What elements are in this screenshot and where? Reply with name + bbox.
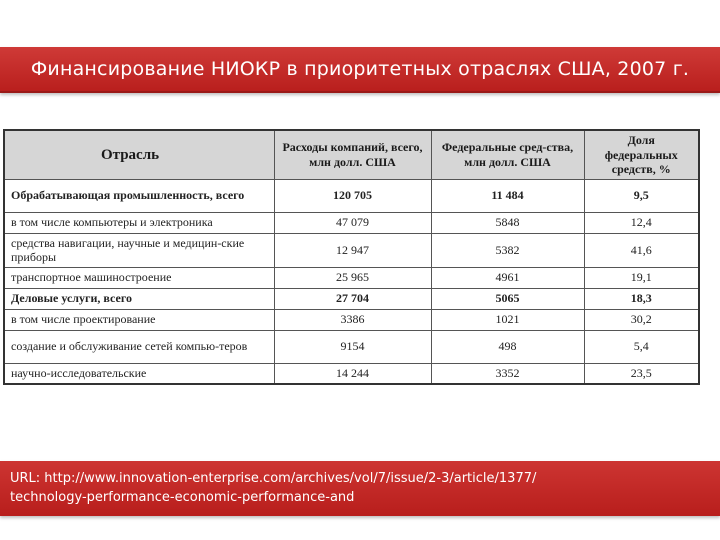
cell-federal-funds: 3352 [431,363,584,384]
funding-table-container [3,129,698,385]
table-row [4,267,699,288]
cell-company-spend: 9154 [274,330,431,363]
header-company-spend: Расходы компаний, всего, млн долл. США [274,130,431,179]
funding-table [3,129,700,385]
table-row [4,363,699,384]
cell-company-spend: 25 965 [274,267,431,288]
header-sector: Отрасль [4,130,274,179]
source-url-line-2: technology-performance-economic-performance-and [10,490,355,505]
cell-federal-funds: 498 [431,330,584,363]
cell-company-spend: 27 704 [274,288,431,309]
cell-federal-share: 5,4 [584,330,699,363]
source-url-line-1: URL: http://www.innovation-enterprise.com/archives/vol/7/issue/2-3/article/1377/ [10,471,537,486]
cell-federal-funds: 5382 [431,233,584,267]
cell-federal-funds: 4961 [431,267,584,288]
cell-federal-share: 23,5 [584,363,699,384]
cell-federal-funds: 5065 [431,288,584,309]
cell-federal-share: 18,3 [584,288,699,309]
table-row [4,179,699,212]
slide-title: Финансирование НИОКР в приоритетных отраслях США, 2007 г. [0,47,720,93]
table-row [4,330,699,363]
header-federal-funds: Федеральные сред-ства, млн долл. США [431,130,584,179]
cell-company-spend: 14 244 [274,363,431,384]
cell-company-spend: 3386 [274,309,431,330]
cell-federal-share: 30,2 [584,309,699,330]
cell-federal-funds: 1021 [431,309,584,330]
table-header-row [4,130,699,179]
cell-sector: в том числе проектирование [4,309,274,330]
table-row [4,212,699,233]
cell-sector: средства навигации, научные и медицин-ские приборы [4,233,274,267]
cell-federal-funds: 5848 [431,212,584,233]
cell-sector: Обрабатывающая промышленность, всего [4,179,274,212]
cell-company-spend: 47 079 [274,212,431,233]
cell-company-spend: 120 705 [274,179,431,212]
cell-sector: в том числе компьютеры и электроника [4,212,274,233]
cell-federal-share: 12,4 [584,212,699,233]
cell-sector: транспортное машиностроение [4,267,274,288]
cell-sector: создание и обслуживание сетей компью-теров [4,330,274,363]
cell-federal-share: 19,1 [584,267,699,288]
table-row [4,288,699,309]
table-row [4,309,699,330]
cell-federal-funds: 11 484 [431,179,584,212]
table-row [4,233,699,267]
cell-sector: Деловые услуги, всего [4,288,274,309]
cell-sector: научно-исследовательские [4,363,274,384]
source-url-box [0,461,720,516]
cell-federal-share: 9,5 [584,179,699,212]
cell-company-spend: 12 947 [274,233,431,267]
cell-federal-share: 41,6 [584,233,699,267]
header-federal-share: Доля федеральных средств, % [584,130,699,179]
